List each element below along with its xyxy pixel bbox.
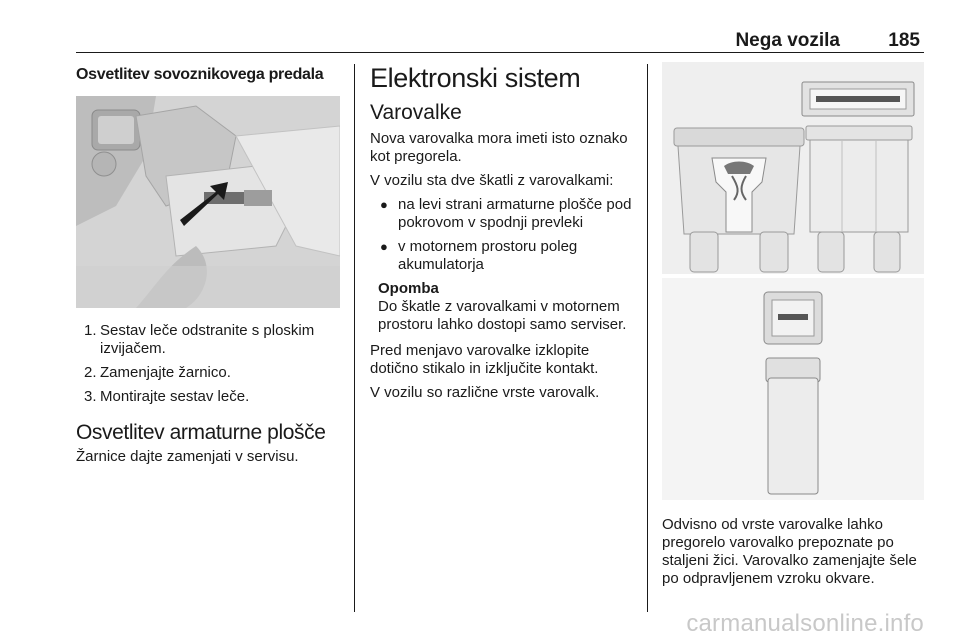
header-title: Nega vozila bbox=[735, 30, 840, 51]
note-text: Do škatle z varovalkami v motornem prostoru lahko dostopi samo serviser. bbox=[378, 298, 627, 333]
section-heading-glovebox: Osvetlitev sovoznikovega predala bbox=[76, 66, 324, 83]
fuse-paragraph-2: V vozilu sta dve škatli z varovalkami: bbox=[370, 172, 614, 189]
list-item bbox=[76, 364, 340, 382]
fuse-paragraph-4: V vozilu so različne vrste varovalk. bbox=[370, 384, 600, 401]
glovebox-arrow-icon bbox=[76, 96, 340, 308]
chapter-title: Elektronski sistem bbox=[370, 63, 581, 93]
column-middle bbox=[370, 60, 634, 402]
fusebox-list bbox=[370, 196, 634, 274]
step-number: 2. bbox=[84, 364, 97, 381]
column-divider-right bbox=[647, 64, 648, 612]
bullet-icon: ● bbox=[380, 239, 388, 254]
list-item bbox=[370, 196, 634, 232]
page-header bbox=[76, 28, 924, 53]
blade-fuse-icon bbox=[662, 62, 924, 274]
section-subtitle: Varovalke bbox=[370, 101, 462, 124]
bullet-text: na levi strani armaturne plošče pod pokrovom v spodnji prevleki bbox=[398, 196, 632, 231]
flat-fuse-icon bbox=[662, 278, 924, 500]
bullet-text: v motornem prostoru poleg akumulatorja bbox=[398, 238, 578, 273]
column-divider-left bbox=[354, 64, 355, 612]
fuse-caption: Odvisno od vrste varovalke lahko pregorelo varovalko prepoznate po staljeni žici. Varovalko zamenjajte šele po odpravljenem vzroku okvare. bbox=[662, 516, 917, 587]
note-block bbox=[370, 280, 634, 334]
page-number: 185 bbox=[888, 30, 920, 51]
glovebox-photo bbox=[76, 96, 340, 308]
note-title: Opomba bbox=[378, 280, 439, 297]
list-item bbox=[76, 322, 340, 358]
steps-list bbox=[76, 322, 340, 406]
step-number: 1. bbox=[84, 322, 97, 339]
step-text: Sestav leče odstranite s ploskim izvijačem. bbox=[100, 322, 315, 357]
dashboard-paragraph: Žarnice dajte zamenjati v servisu. bbox=[76, 448, 299, 465]
fuse-illustration-bottom bbox=[662, 278, 924, 500]
step-number: 3. bbox=[84, 388, 97, 405]
column-left bbox=[76, 60, 340, 466]
list-item bbox=[370, 238, 634, 274]
bullet-icon: ● bbox=[380, 197, 388, 212]
list-item bbox=[76, 388, 340, 406]
column-right bbox=[662, 60, 924, 588]
fuse-paragraph-1: Nova varovalka mora imeti isto oznako kot pregorela. bbox=[370, 130, 628, 165]
section-heading-dashboard: Osvetlitev armaturne plošče bbox=[76, 421, 326, 444]
fuse-illustration-top bbox=[662, 62, 924, 274]
watermark: carmanualsonline.info bbox=[686, 610, 924, 637]
step-text: Zamenjajte žarnico. bbox=[100, 364, 231, 381]
fuse-paragraph-3: Pred menjavo varovalke izklopite dotično stikalo in izključite kontakt. bbox=[370, 342, 599, 377]
step-text: Montirajte sestav leče. bbox=[100, 388, 250, 405]
